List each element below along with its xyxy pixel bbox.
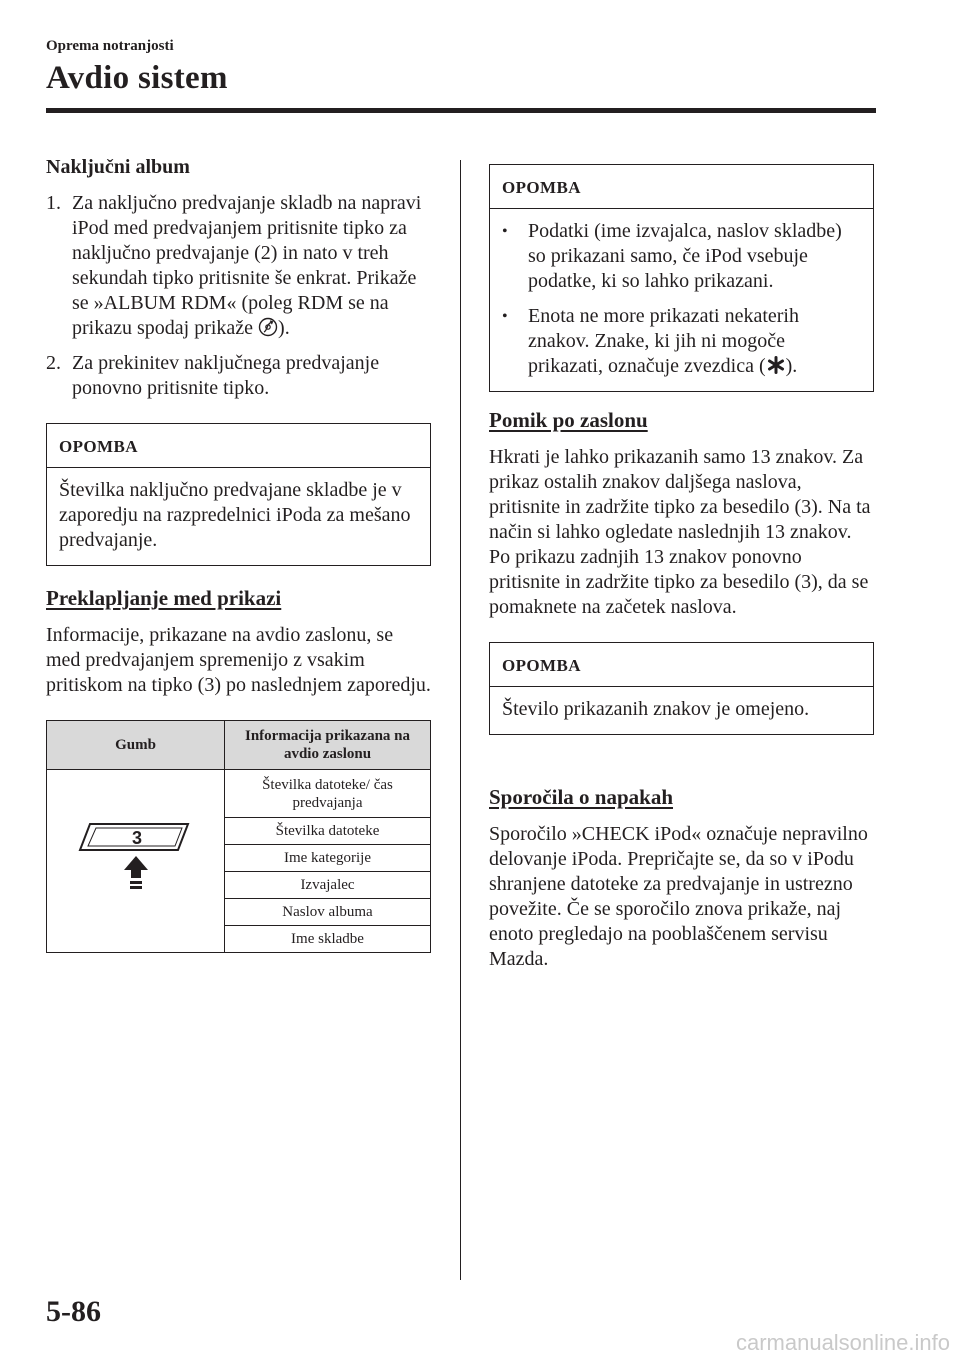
- errors-heading: Sporočila o napakah: [489, 785, 674, 809]
- button-label: 3: [131, 827, 142, 848]
- note-header: OPOMBA: [490, 643, 873, 687]
- bullet-icon: •: [502, 308, 508, 325]
- switching-heading: Preklapljanje med prikazi: [46, 586, 282, 610]
- bullet-text: [528, 304, 863, 379]
- scroll-heading: Pomik po zaslonu: [489, 408, 648, 432]
- table-cell: Številka datoteke: [225, 818, 431, 845]
- table-cell: Ime kategorije: [225, 845, 431, 872]
- step-item: [46, 351, 431, 401]
- note-box: [489, 642, 874, 735]
- note-body: [490, 209, 873, 391]
- asterisk-icon: [766, 355, 786, 375]
- bullet-text-part: ).: [785, 355, 798, 377]
- step-item: [46, 191, 431, 341]
- step-text: Za prekinitev naključnega predvajanje ponovno pritisnite tipko.: [72, 352, 380, 399]
- column-divider: [460, 160, 461, 1280]
- right-column: [489, 164, 874, 972]
- note-body: Število prikazanih znakov je omejeno.: [502, 698, 810, 720]
- scroll-body: Hkrati je lahko prikazanih samo 13 znakov. Za prikaz ostalih znakov daljšega naslova, pritisnite in zadržite tipko za besedilo (3). Na ta način si lahko ogledate naslednjih 13 znakov. Po prikazu zadnjih 13 znakov ponovno pritisnite in zadržite tipko za besedilo (3), da se pomaknete na začetek naslova.: [489, 446, 871, 618]
- table-header-info: Informacija prikazana na avdio zaslonu: [225, 721, 431, 770]
- switching-body: Informacije, prikazane na avdio zaslonu, se med predvajanjem spremenijo z vsakim pritiskom na tipko (3) po naslednjem zaporedju.: [46, 624, 431, 696]
- button-illustration-cell: [47, 770, 225, 953]
- random-album-heading: Naključni album: [46, 156, 190, 178]
- table-cell: Naslov albuma: [225, 899, 431, 926]
- errors-body: Sporočilo »CHECK iPod« označuje nepravilno delovanje iPoda. Prepričajte se, da so v iPodu shranjene datoteke za predvajanje in ustrezno povežite. Če se sporočilo znova prikaže, naj enoto pregledajo na pooblaščenem servisu Mazda.: [489, 823, 868, 970]
- button-3-icon: [76, 814, 196, 904]
- table-cell: Izvajalec: [225, 872, 431, 899]
- random-album-steps: [46, 191, 431, 401]
- page-number: 5-86: [46, 1295, 101, 1328]
- step-number: 2.: [46, 352, 61, 374]
- note-box: [46, 423, 431, 566]
- note-header: OPOMBA: [47, 424, 430, 468]
- bullet-text: Podatki (ime izvajalca, naslov skladbe) so prikazani samo, če iPod vsebuje podatke, ki so lahko prikazani.: [528, 220, 842, 292]
- table-header-button: Gumb: [47, 721, 225, 770]
- page-title: Avdio sistem: [46, 60, 228, 96]
- note-bullets: [502, 219, 863, 379]
- step-text-part: ).: [278, 317, 290, 339]
- table-cell: Številka datoteke/ čas predvajanja: [225, 770, 431, 818]
- table-cell: Ime skladbe: [225, 926, 431, 953]
- section-label: Oprema notranjosti: [46, 38, 174, 54]
- bullet-text-part: Enota ne more prikazati nekaterih znakov. Znake, ki jih ni mogoče prikazati, označuje zvezdica (: [528, 305, 799, 377]
- random-disc-icon: [258, 317, 278, 337]
- step-number: 1.: [46, 192, 61, 214]
- bullet-icon: •: [502, 223, 508, 240]
- table-row: [47, 770, 431, 818]
- display-info-table: [46, 720, 431, 953]
- step-text-part: Za naključno predvajanje skladb na napravi iPod med predvajanjem pritisnite tipko za naključno predvajanje (2) in nato v treh sekundah tipko pritisnite še enkrat. Prikaže se »ALBUM RDM« (poleg RDM se na prikazu spodaj prikaže: [72, 192, 422, 339]
- step-text: [72, 191, 431, 341]
- note-box: [489, 164, 874, 392]
- note-body: Številka naključno predvajane skladbe je v zaporedju na razpredelnici iPoda za mešano predvajanje.: [59, 479, 411, 551]
- header-rule: [46, 108, 876, 113]
- note-bullet-item: [502, 304, 863, 379]
- left-column: [46, 155, 431, 953]
- note-bullet-item: [502, 219, 863, 294]
- note-header: OPOMBA: [490, 165, 873, 209]
- watermark: carmanualsonline.info: [735, 1330, 950, 1355]
